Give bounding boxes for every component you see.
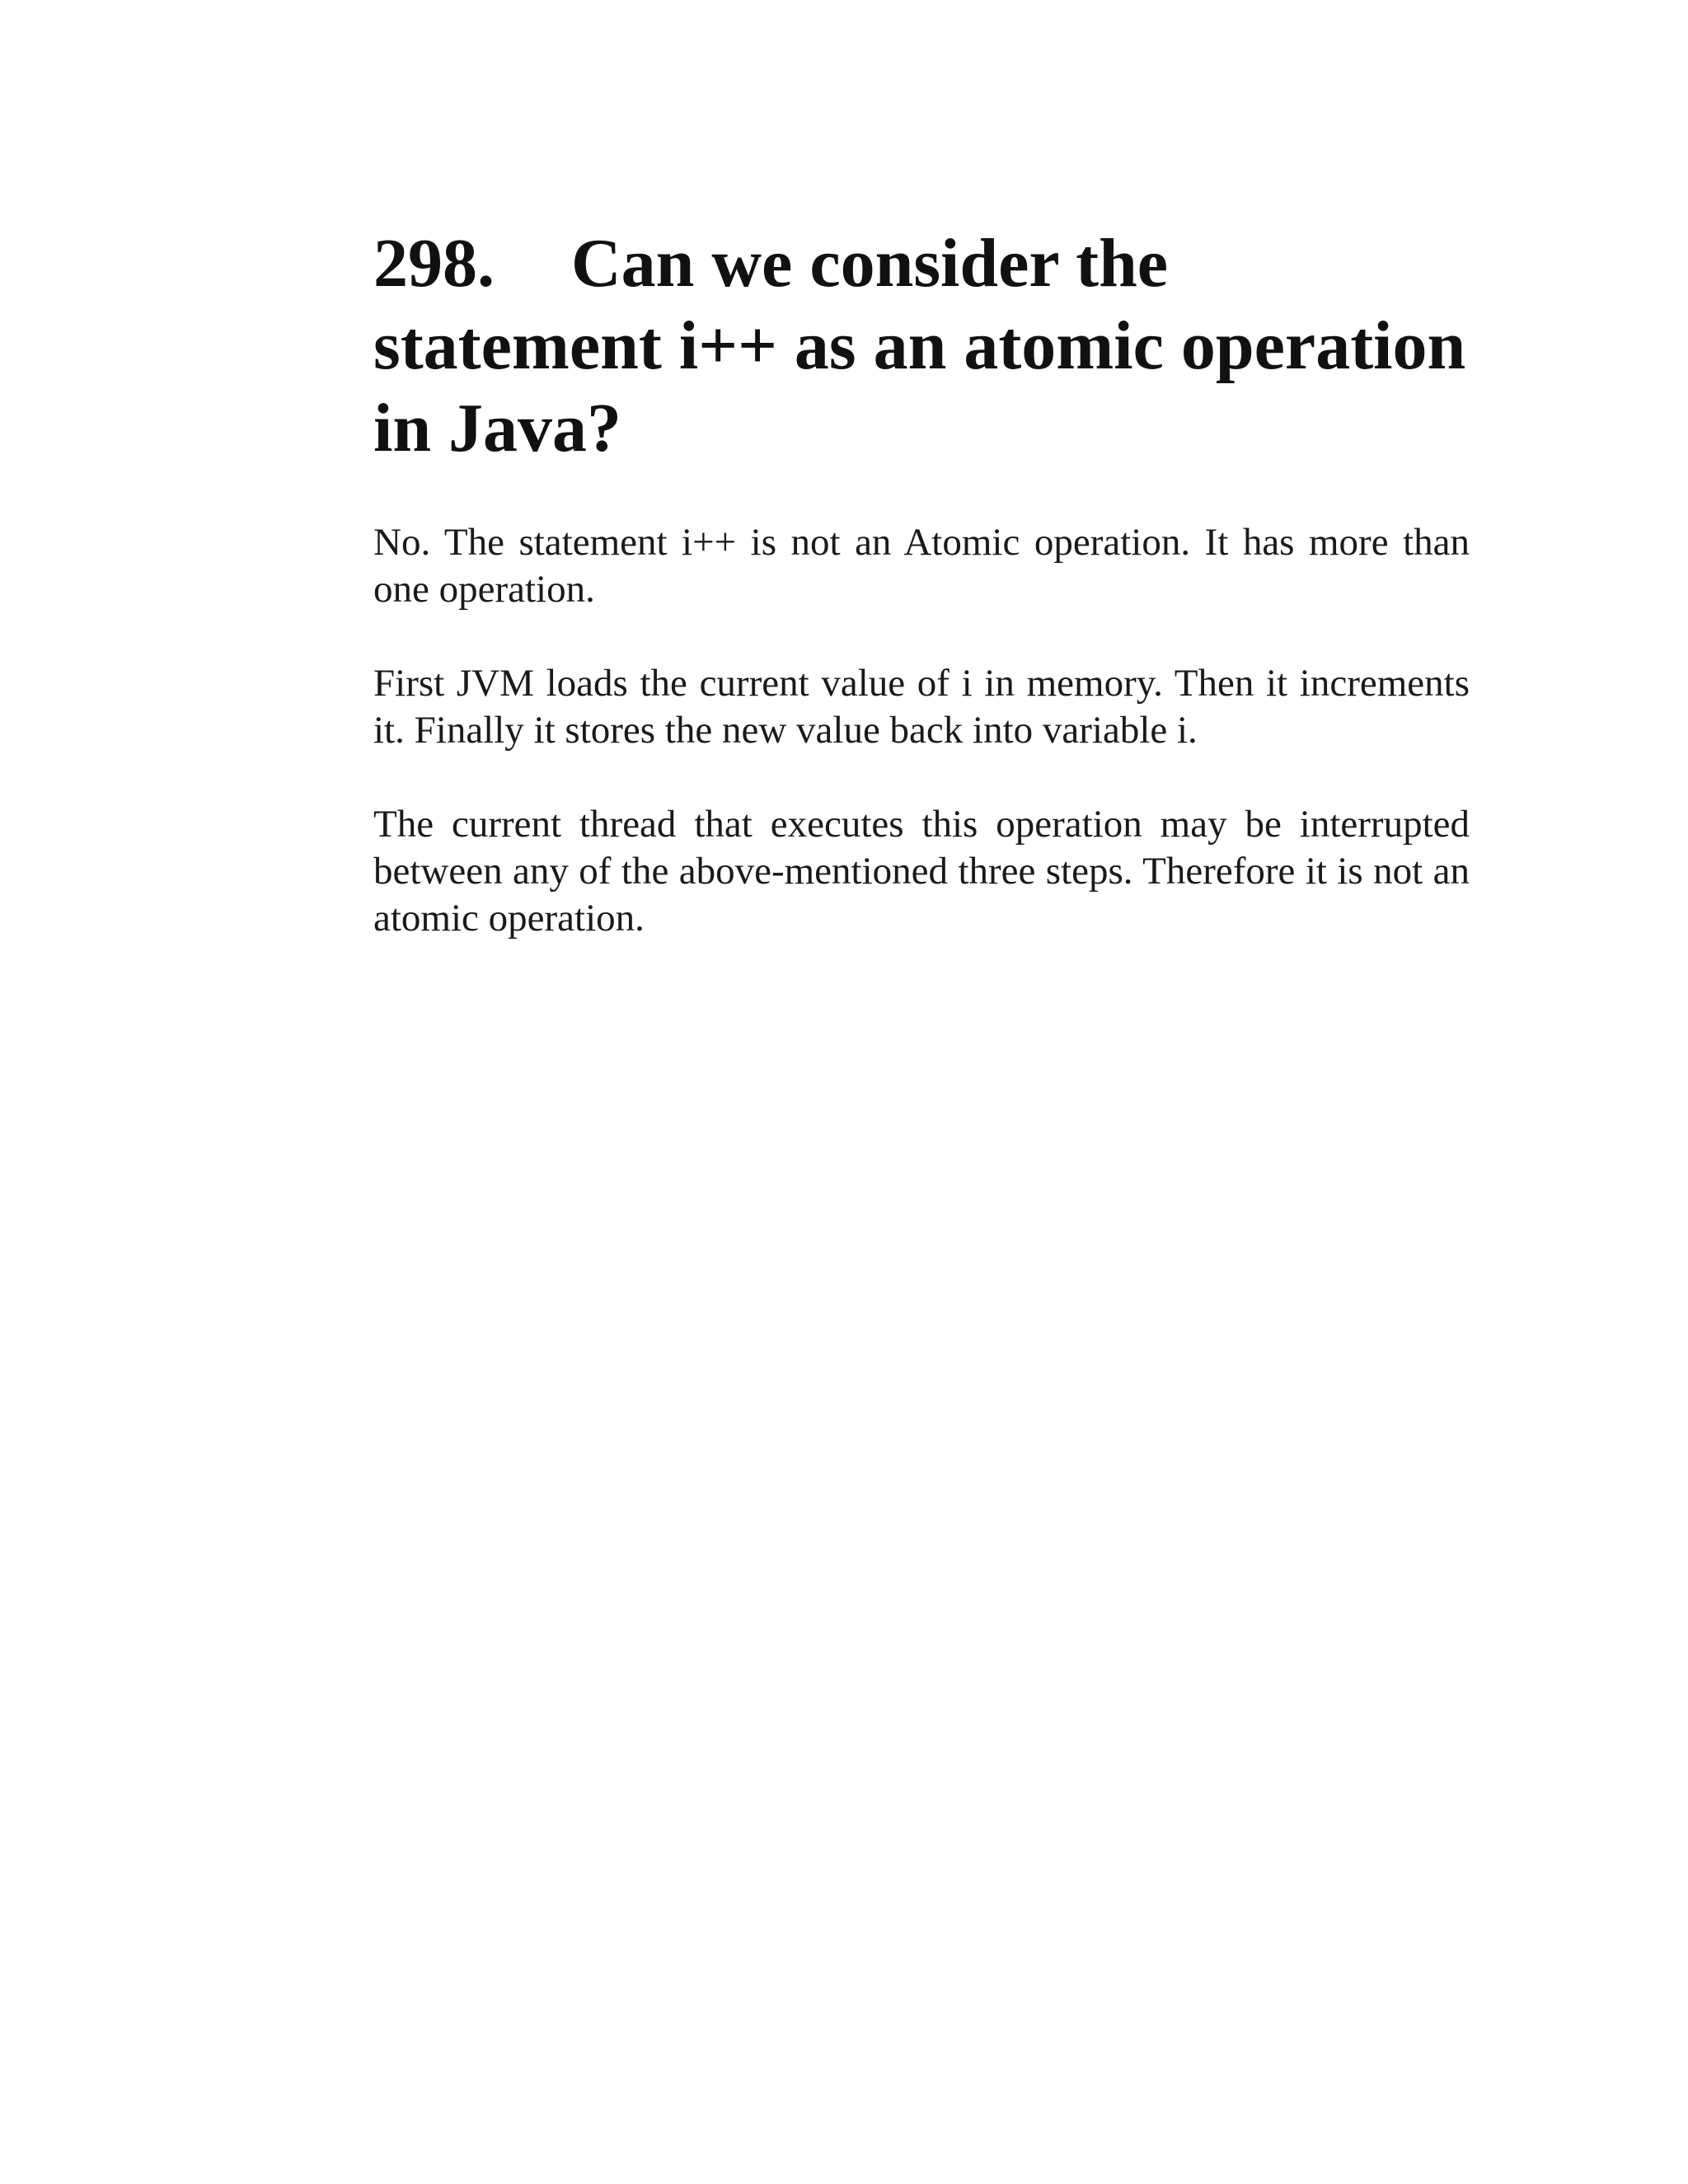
answer-paragraph-2: First JVM loads the current value of i in memory. Then it increments it. Finally it stores the new value back into variable i. [373,662,1470,752]
question-heading [373,223,1470,470]
answer-paragraph-1: No. The statement i++ is not an Atomic operation. It has more than one operation. [373,521,1470,611]
question-title: Can we consider the statement i++ as an atomic operation in Java? [373,225,1466,466]
answer-paragraph-3: The current thread that executes this operation may be interrupted between any of the above-mentioned three steps. Therefore it is not an atomic operation. [373,803,1470,940]
question-number: 298. [373,225,495,302]
page-content [373,223,1470,942]
